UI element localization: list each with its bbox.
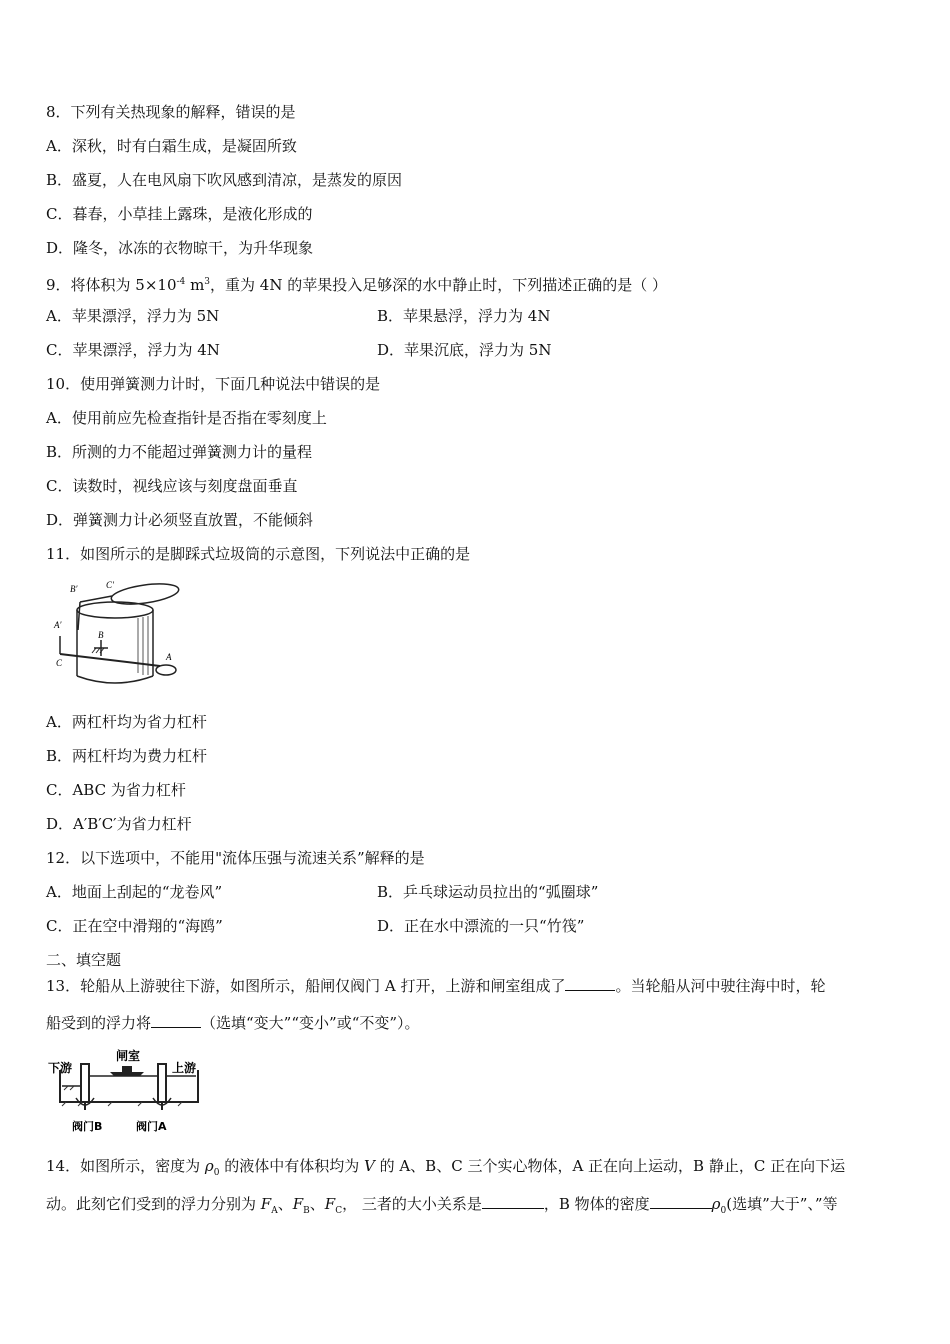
q12-option-c: C．正在空中滑翔的“海鸥” [46,917,223,935]
label-downstream: 下游 [48,1061,73,1075]
label-a-prime: A′ [54,620,62,630]
q11-stem: 11．如图所示的是脚踩式垃圾筒的示意图，下列说法中正确的是 [46,545,471,563]
q12-option-b: B．乒乓球运动员拉出的“弧圈球” [377,883,599,901]
q11-option-b: B．两杠杆均为费力杠杆 [46,747,208,765]
q10-option-c: C．读数时，视线应该与刻度盘面垂直 [46,477,298,495]
q9-option-c: C．苹果漂浮，浮力为 4N [46,341,220,359]
label-upstream: 上游 [172,1061,197,1075]
label-b-prime: B′ [70,584,78,594]
q14-blank-1[interactable] [482,1194,544,1209]
q9-option-b: B．苹果悬浮，浮力为 4N [377,307,551,325]
q13-line1: 13．轮船从上游驶往下游，如图所示，船闸仅阀门 A 打开，上游和闸室组成了 。当轮船从河中驶往海中时，轮 [46,977,826,995]
label-valve-a: 阀门A [136,1120,167,1133]
label-valve-b: 阀门B [72,1120,103,1133]
label-a: A [166,652,172,662]
q8-option-d: D．隆冬，冰冻的衣物晾干，为升华现象 [46,239,314,257]
ship-lock-figure [48,1046,208,1136]
q9-stem: 9．将体积为 $5\times 10^{-4}$ $m^3$，重为 4N 的苹果投入足够深的水中静止时，下列描述正确的是（ ） [46,276,668,294]
q8-stem: 8．下列有关热现象的解释，错误的是 [46,103,296,121]
q10-option-b: B．所测的力不能超过弹簧测力计的量程 [46,443,313,461]
q14-blank-2[interactable] [650,1194,712,1209]
label-c-prime: C′ [106,580,114,590]
q8-option-a: A．深秋，时有白霜生成，是凝固所致 [46,137,297,155]
q13-blank-2[interactable] [151,1013,201,1028]
q11-option-a: A．两杠杆均为省力杠杆 [46,713,207,731]
q12-stem: 12．以下选项中，不能用"流体压强与流速关系”解释的是 [46,849,425,867]
q14-line1: 14．如图所示，密度为 $\rho_0$ 的液体中有体积均为 V 的 A、B、C 三个实心物体，A 正在向上运动，B 静止，C 正在向下运 [46,1157,846,1178]
q13-blank-1[interactable] [565,976,615,991]
q8-option-b: B．盛夏，人在电风扇下吹风感到清凉，是蒸发的原因 [46,171,403,189]
q9-option-a: A．苹果漂浮，浮力为 5N [46,307,220,325]
q11-option-c: C．ABC 为省力杠杆 [46,781,186,799]
section-title-fill-in: 二、填空题 [46,951,122,969]
q12-option-d: D．正在水中漂流的一只“竹筏” [377,917,585,935]
q10-stem: 10．使用弹簧测力计时，下面几种说法中错误的是 [46,375,381,393]
label-b: B [98,630,104,640]
q10-option-d: D．弹簧测力计必须竖直放置，不能倾斜 [46,511,314,529]
q14-line2: 动。此刻它们受到的浮力分别为 $F_A$、$F_B$、$F_C$， 三者的大小关系是 ，B 物体的密度 $\rho_0$(选填”大于”、”等 [46,1195,838,1216]
trash-can-figure [50,578,180,693]
q11-option-d: D．A′B′C′为省力杠杆 [46,815,192,833]
q12-option-a: A．地面上刮起的“龙卷风” [46,883,223,901]
label-c: C [56,658,63,668]
q13-line2: 船受到的浮力将 （选填“变大”“变小”或“不变”）。 [46,1014,420,1032]
q9-option-d: D．苹果沉底，浮力为 5N [377,341,552,359]
q10-option-a: A．使用前应先检查指针是否指在零刻度上 [46,409,327,427]
q8-option-c: C．暮春，小草挂上露珠，是液化形成的 [46,205,313,223]
label-lock-chamber: 闸室 [116,1049,141,1063]
